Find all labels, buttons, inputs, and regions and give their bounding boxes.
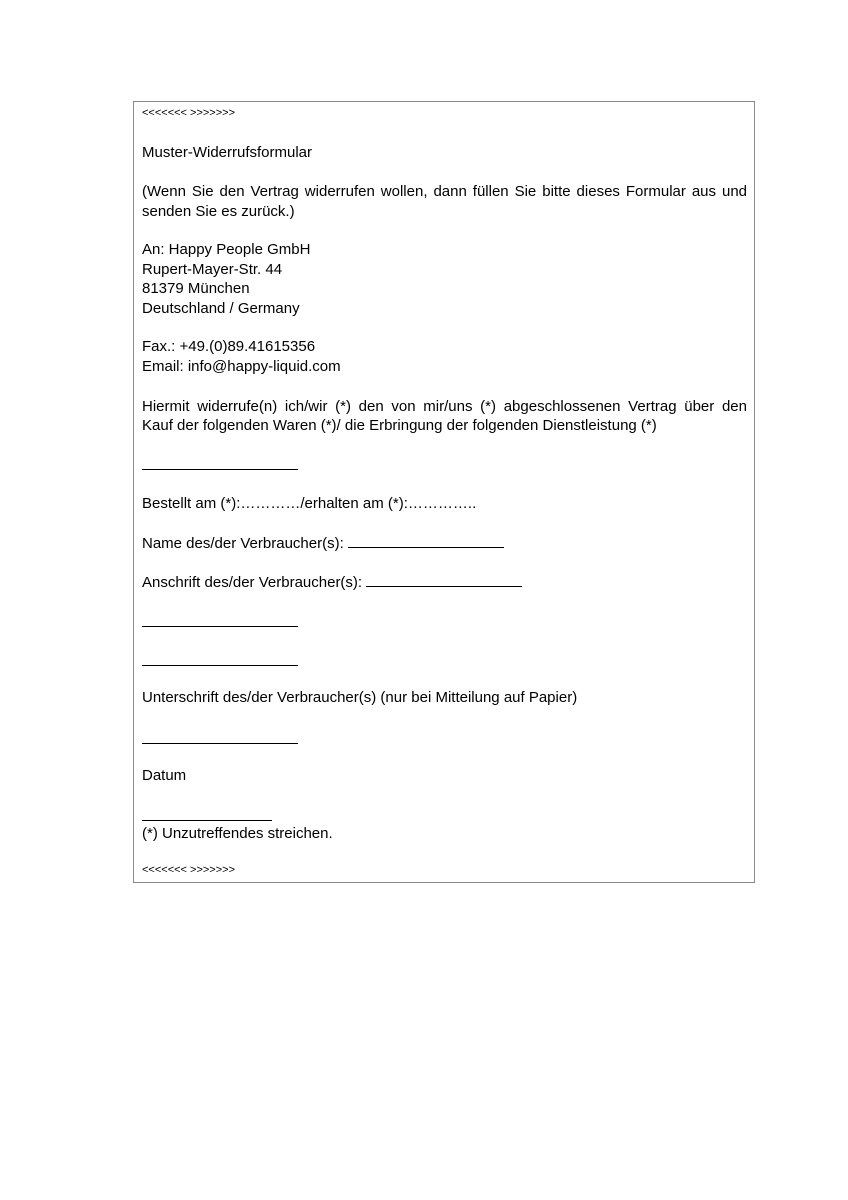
goods-blank-line[interactable] [142, 469, 298, 470]
intro-line-2: senden Sie es zurück.) [142, 203, 295, 220]
ordered-received-line: Bestellt am (*):…………/erhalten am (*):………….. [142, 495, 477, 512]
signature-label: Unterschrift des/der Verbraucher(s) (nur bei Mitteilung auf Papier) [142, 689, 578, 706]
date-label: Datum [142, 767, 187, 784]
recipient-name: An: Happy People GmbH [142, 241, 311, 258]
bottom-marker: <<<<<<< >>>>>>> [142, 864, 235, 876]
recipient-country: Deutschland / Germany [142, 300, 300, 317]
email-address: Email: info@happy-liquid.com [142, 358, 341, 375]
address-blank-line-3[interactable] [142, 665, 298, 666]
consumer-address-row [142, 572, 522, 592]
statement-line-2: Kauf der folgenden Waren (*)/ die Erbringung der folgenden Dienstleistung (*) [142, 417, 657, 434]
recipient-street: Rupert-Mayer-Str. 44 [142, 261, 283, 278]
consumer-name-row [142, 533, 504, 553]
consumer-name-blank[interactable] [348, 533, 504, 548]
consumer-address-blank[interactable] [366, 572, 522, 587]
consumer-name-label: Name des/der Verbraucher(s): [142, 535, 344, 552]
intro-line-1: (Wenn Sie den Vertrag widerrufen wollen, dann füllen Sie bitte dieses Formular aus und [142, 183, 747, 200]
top-marker: <<<<<<< >>>>>>> [142, 107, 235, 119]
recipient-city: 81379 München [142, 280, 250, 297]
fax-number: Fax.: +49.(0)89.41615356 [142, 338, 316, 355]
date-blank-line[interactable] [142, 820, 272, 821]
footnote: (*) Unzutreffendes streichen. [142, 825, 333, 842]
withdrawal-form [133, 101, 755, 883]
consumer-address-label: Anschrift des/der Verbraucher(s): [142, 574, 363, 591]
signature-blank-line[interactable] [142, 743, 298, 744]
statement-line-1: Hiermit widerrufe(n) ich/wir (*) den von mir/uns (*) abgeschlossenen Vertrag über den [142, 398, 747, 415]
form-title: Muster-Widerrufsformular [142, 144, 313, 161]
address-blank-line-2[interactable] [142, 626, 298, 627]
